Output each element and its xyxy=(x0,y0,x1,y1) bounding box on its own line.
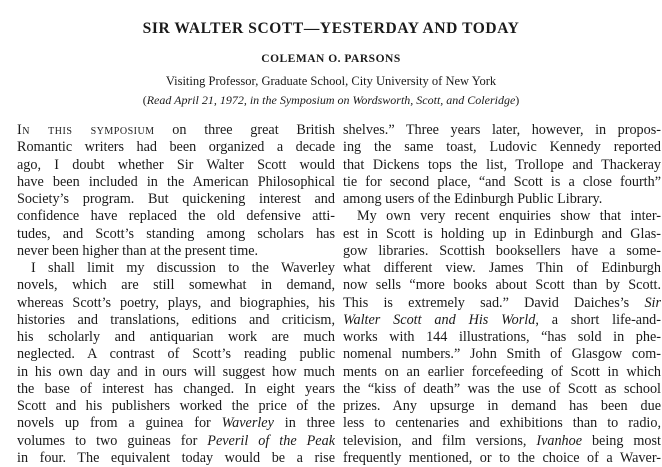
text-line: less to centenaries and exhibitions than to radio, xyxy=(343,415,661,432)
book-title-waverley: Waverley xyxy=(221,415,274,432)
text-line: prizes. Any upsurge in demand has been due xyxy=(343,398,661,414)
text-line: the “kiss of death” was the use of Scott as school xyxy=(343,380,661,397)
text-line: I shall limit my discussion to the Waverley xyxy=(31,260,335,276)
text-line: television, and film versions, Ivanhoe being most xyxy=(343,432,661,449)
book-title-peveril: Peveril of the Peak xyxy=(207,432,335,449)
text-line: ing the same toast, Ludovic Kennedy reported xyxy=(343,139,661,156)
text-line: now sells “more books about Scott than by Scott. xyxy=(343,277,661,294)
text-line: nomenal numbers.” John Smith of Glasgow com- xyxy=(343,346,661,363)
text-line: have been included in the American Philosophical xyxy=(17,173,335,190)
text-line: shelves.” Three years later, however, in propos- xyxy=(343,122,661,138)
text-line: tie for second place, “and Scott is a close fourth” xyxy=(343,173,661,190)
text-line: volumes to two guineas for Peveril of the Peak xyxy=(17,432,335,449)
text-line: never been higher than at the present time. xyxy=(17,242,259,259)
author-affiliation: Visiting Professor, Graduate School, City University of New York xyxy=(165,74,497,88)
article-title: SIR WALTER SCOTT—YESTERDAY AND TODAY xyxy=(142,20,520,37)
reading-note: (Read April 21, 1972, in the Symposium on Wordsworth, Scott, and Coleridge) xyxy=(142,93,520,107)
left-column xyxy=(17,122,335,467)
text-line: Scott and his publishers worked the price of the xyxy=(17,398,335,414)
text-line: tudes, and Scott’s standing among scholars has xyxy=(17,225,335,242)
text-line: ments on an earlier forcefeeding of Scott in which xyxy=(343,363,661,380)
right-column xyxy=(343,122,661,467)
text-line: novels, which are still somewhat in demand, xyxy=(17,277,335,294)
text-line: gow libraries. Scottish booksellers have a some- xyxy=(343,242,661,259)
text-line: frequently mentioned, or to the choice of a Waver- xyxy=(343,449,661,466)
text-line: works with 144 illustrations, “has sold in phe- xyxy=(343,329,661,345)
text-line: the base of interest has changed. In eight years xyxy=(17,380,335,397)
text-line: Society’s program. But quickening interest and xyxy=(17,191,335,207)
book-title-ivanhoe: Ivanhoe xyxy=(536,432,583,449)
text-line: histories and translations, editions and criticism, xyxy=(17,311,335,328)
text-line: his scholarly and antiquarian work are much xyxy=(17,329,335,345)
text-line: among users of the Edinburgh Public Library. xyxy=(343,191,603,207)
article-author: COLEMAN O. PARSONS xyxy=(261,53,401,65)
text-line: In this symposium on three great British xyxy=(17,122,335,138)
text-line: that Dickens tops the list, Trollope and Thackeray xyxy=(343,156,661,173)
book-title-walter-scott-world: Walter Scott and His World xyxy=(343,311,536,328)
text-line: Romantic writers had been organized a decade xyxy=(17,139,335,156)
text-line: This is extremely sad.” David Daiches’s Sir xyxy=(343,294,661,311)
text-line: whereas Scott’s poetry, plays, and biographies, his xyxy=(17,294,335,311)
text-line: novels up from a guinea for Waverley in three xyxy=(17,415,335,432)
book-title-sir: Sir xyxy=(644,294,661,311)
text-line: confidence have replaced the old defensive atti- xyxy=(17,208,335,225)
text-line: in his own day and in ours will suggest how much xyxy=(17,363,335,380)
text-line: what different view. James Thin of Edinburgh xyxy=(343,260,661,276)
text-line: neglected. A contrast of Scott’s reading public xyxy=(17,346,335,363)
lead-in-small-caps: In this symposium xyxy=(17,122,155,138)
text-line: My own very recent enquiries show that inter- xyxy=(357,208,661,225)
text-line: in four. The equivalent today would be a rise xyxy=(17,449,335,466)
text-line: est in Scott is holding up in Edinburgh and Glas- xyxy=(343,225,661,242)
text-line: Walter Scott and His World, a short life-and- xyxy=(343,311,661,328)
text-line: ago, I doubt whether Sir Walter Scott would xyxy=(17,156,335,173)
